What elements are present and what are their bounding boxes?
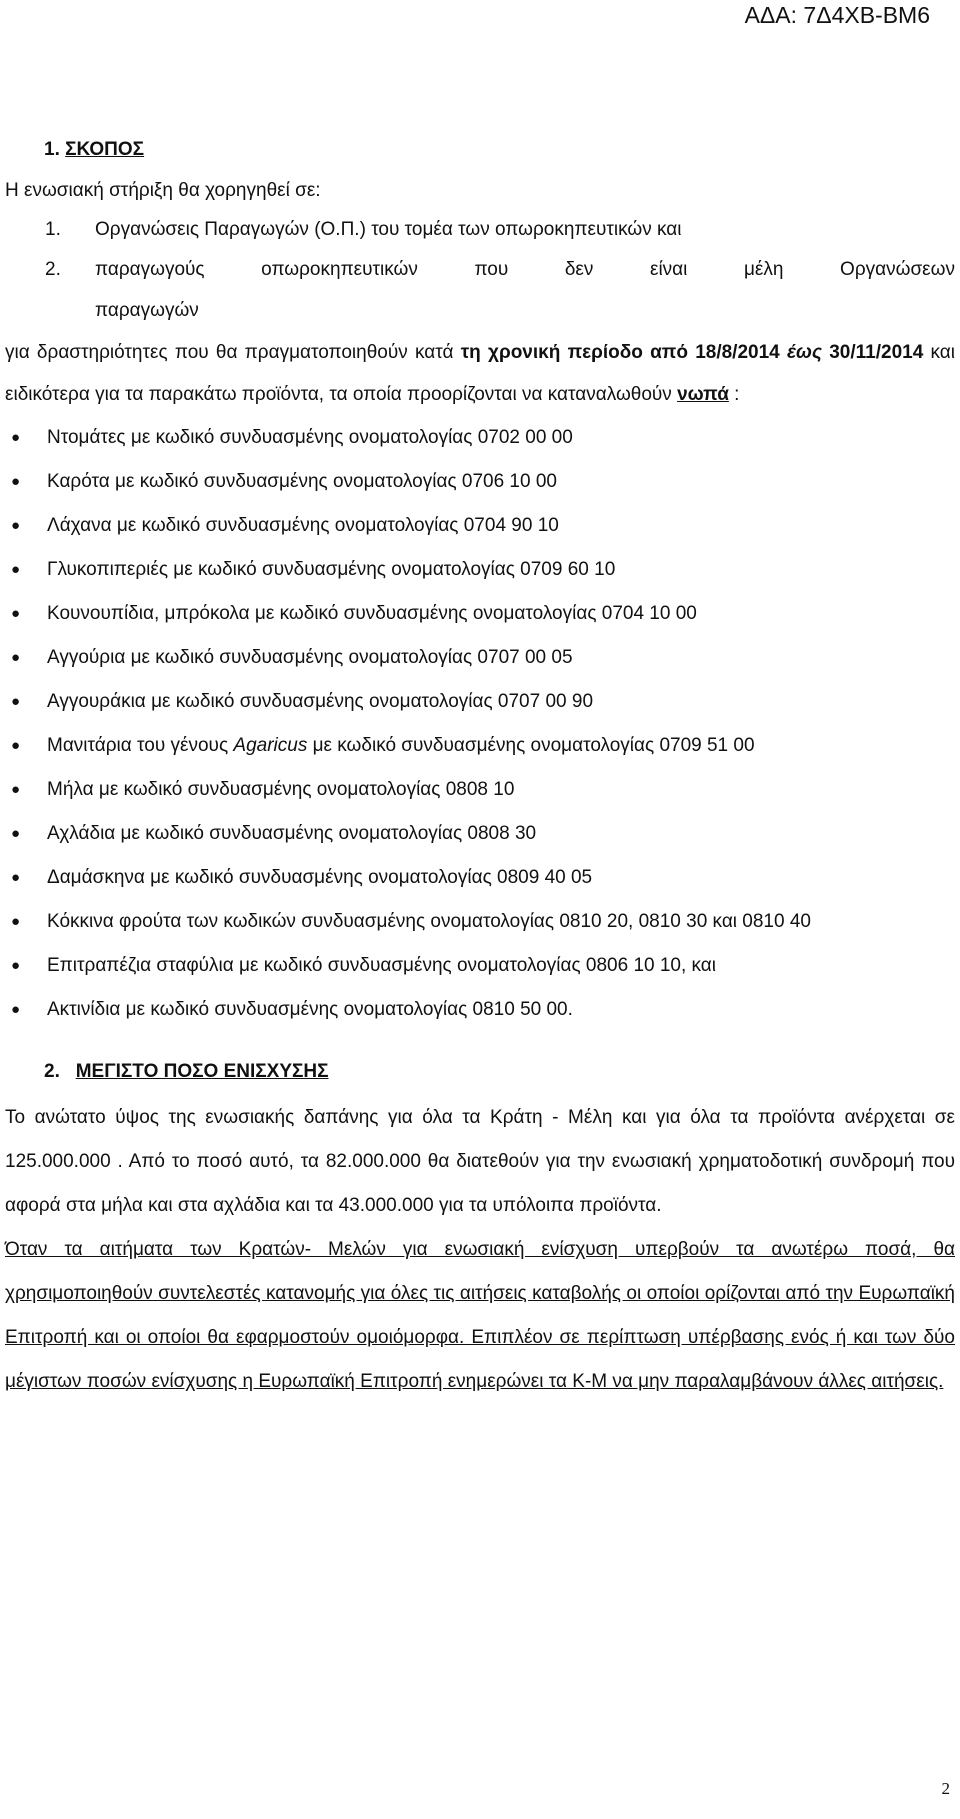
period-paragraph [5,332,955,416]
section-1-title: ΣΚΟΠΟΣ [65,139,145,160]
list-item [5,944,955,988]
list-item-text: Αγγούρια με κωδικό συνδυασμένης ονοματολογίας 0707 00 05 [47,647,573,668]
list-item-text: Αχλάδια με κωδικό συνδυασμένης ονοματολογίας 0808 30 [47,823,537,844]
bullet-icon: ● [11,605,21,622]
list-item-text: παραγωγούς οπωροκηπευτικών που δεν είναι μέλη Οργανώσεων [95,259,955,280]
bullet-icon: ● [11,781,21,798]
list-item-text: Μήλα με κωδικό συνδυασμένης ονοματολογίας 0808 10 [47,779,515,800]
bullet-icon: ● [11,473,21,490]
bullet-icon: ● [11,869,21,886]
period-text-pre: για δραστηριότητες που θα πραγματοποιηθούν κατά [5,342,461,363]
mushroom-genus: Agaricus [233,735,308,756]
bullet-icon: ● [11,561,21,578]
mushroom-pre: Μανιτάρια του γένους [47,735,234,756]
section-1-heading [5,135,955,165]
fresh-keyword: νωπά [677,384,729,405]
list-item-text: Καρότα με κωδικό συνδυασμένης ονοματολογίας 0706 10 00 [47,471,557,492]
list-item [5,680,955,724]
document-body [5,135,955,1404]
recipients-list [5,210,955,290]
bullet-icon: ● [11,693,21,710]
list-item [5,768,955,812]
period-text-end: : [728,384,740,405]
list-item-text: Κουνουπίδια, μπρόκολα με κωδικό συνδυασμένης ονοματολογίας 0704 10 00 [47,603,697,624]
list-item [5,900,955,944]
document-reference: ΑΔΑ: 7Δ4ΧΒ-ΒΜ6 [744,2,930,28]
list-item-text: Αγγουράκια με κωδικό συνδυασμένης ονοματολογίας 0707 00 90 [47,691,594,712]
period-dates-to: 30/11/2014 [822,342,924,363]
list-item-text [47,724,955,768]
list-item-text: Οργανώσεις Παραγωγών (Ο.Π.) του τομέα των οπωροκηπευτικών και [95,219,682,240]
list-item-text: Ακτινίδια με κωδικό συνδυασμένης ονοματολογίας 0810 50 00. [47,999,573,1020]
section-2 [5,1052,955,1404]
bullet-icon: ● [11,913,21,930]
period-until: έως [786,342,823,363]
max-amount-paragraph: Το ανώτατο ύψος της ενωσιακής δαπάνης για όλα τα Κράτη - Μέλη και για όλα τα προϊόντα ανέρχεται σε 125.000.000 . Από το ποσό αυτό, τα 82.000.000 θα διατεθούν για την ενωσιακή χρηματοδοτική συνδρομή που αφορά στα μήλα και στα αχλάδια και τα 43.000.000 για τα υπόλοιπα προϊόντα. [5,1107,955,1216]
list-item [5,250,955,290]
list-item-text: Κόκκινα φρούτα των κωδικών συνδυασμένης ονοματολογίας 0810 20, 0810 30 και 0810 40 [47,911,811,932]
list-item-number: 1. [45,219,61,240]
list-item-continuation: παραγωγών [95,300,199,321]
list-item [5,416,955,460]
list-item-text: Γλυκοπιπεριές με κωδικό συνδυασμένης ονοματολογίας 0709 60 10 [47,559,616,580]
bullet-icon: ● [11,737,21,754]
allocation-paragraph: Όταν τα αιτήματα των Κρατών- Μελών για ενωσιακή ενίσχυση υπερβούν τα ανωτέρω ποσά, θα χρησιμοποιηθούν συντελεστές κατανομής για όλες τις αιτήσεις καταβολής οι οποίοι ορίζονται από την Ευρωπαϊκή Επιτροπή και οι οποίοι θα εφαρμοστούν ομοιόμορφα. Επιπλέον σε περίπτωση υπέρβασης ενός ή και των δύο μέγιστων ποσών ενίσχυσης η Ευρωπαϊκή Επιτροπή ενημερώνει τα Κ-Μ να μην παραλαμβάνουν άλλες αιτήσεις. [5,1239,955,1392]
list-item [5,210,955,250]
period-dates-from: τη χρονική περίοδο από 18/8/2014 [460,342,787,363]
bullet-icon: ● [11,429,21,446]
mushroom-post: με κωδικό συνδυασμένης ονοματολογίας 0709 51 00 [307,735,755,756]
list-item [5,592,955,636]
list-item-number: 2. [45,259,61,280]
section-2-number: 2. [44,1061,60,1082]
section-1-intro: Η ενωσιακή στήριξη θα χορηγηθεί σε: [5,180,321,201]
bullet-icon: ● [11,1001,21,1018]
section-1-number: 1. [44,139,60,160]
list-item-text: Δαμάσκηνα με κωδικό συνδυασμένης ονοματολογίας 0809 40 05 [47,867,593,888]
list-item [5,548,955,592]
bullet-icon: ● [11,517,21,534]
list-item [5,812,955,856]
list-item [5,856,955,900]
bullet-icon: ● [11,957,21,974]
section-2-heading [5,1052,955,1092]
list-item [5,988,955,1032]
products-list [5,416,955,1032]
list-item-text: Επιτραπέζια σταφύλια με κωδικό συνδυασμένης ονοματολογίας 0806 10 10, και [47,955,717,976]
list-item [5,460,955,504]
period-text-post: και ειδικότερα για τα παρακάτω προϊόντα, τα οποία προορίζονται να καταναλωθούν [5,342,955,405]
list-item-text: Ντομάτες με κωδικό συνδυασμένης ονοματολογίας 0702 00 00 [47,427,573,448]
list-item [5,636,955,680]
bullet-icon: ● [11,825,21,842]
section-2-title: ΜΕΓΙΣΤΟ ΠΟΣΟ ΕΝΙΣΧΥΣΗΣ [75,1061,329,1082]
list-item [5,504,955,548]
bullet-icon: ● [11,649,21,666]
list-item-text: Λάχανα με κωδικό συνδυασμένης ονοματολογίας 0704 90 10 [47,515,559,536]
list-item [5,724,955,768]
page-number: 2 [941,1779,950,1798]
